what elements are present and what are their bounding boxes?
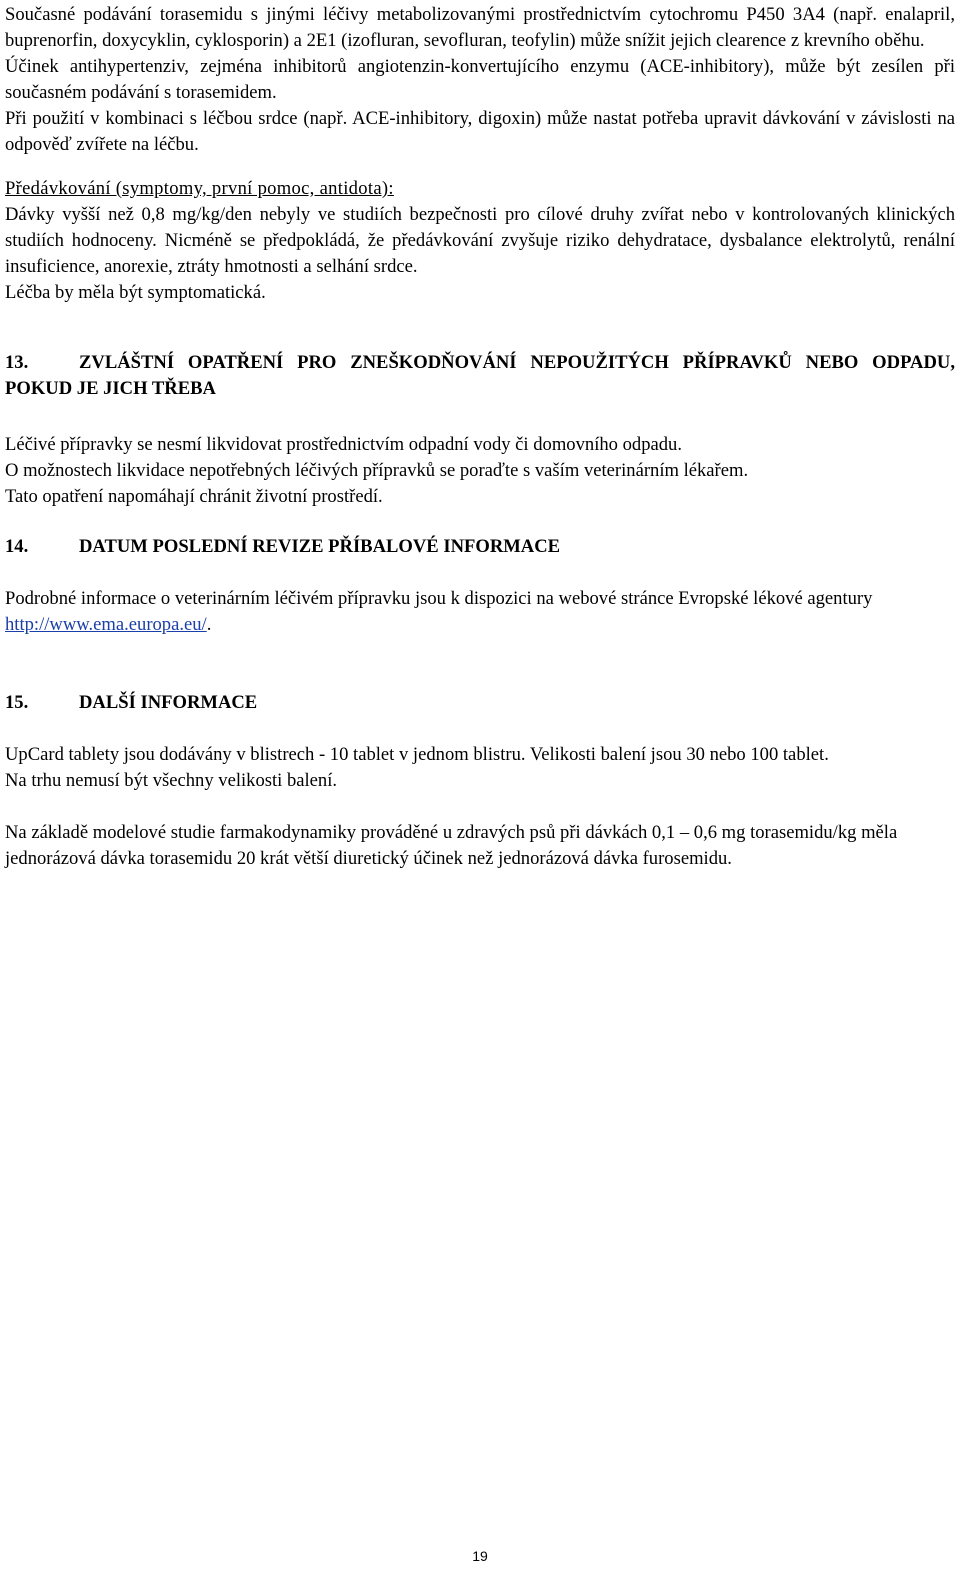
section-15-paragraph-3: Na základě modelové studie farmakodynamiky prováděné u zdravých psů při dávkách 0,1 – 0,6 mg torasemidu/kg měla jednorázová dávka torasemidu 20 krát větší diuretický účinek než jednorázová dávka furosemidu. <box>5 822 898 869</box>
section-14-text: Podrobné informace o veterinárním léčivém přípravku jsou k dispozici na webové stránce Evropské lékové agentury <box>5 588 873 609</box>
interactions-paragraph-3: Při použití v kombinaci s léčbou srdce (např. ACE-inhibitory, digoxin) může nastat potřeba upravit dávkování v závislosti na odpověď zvířete na léčbu. <box>5 108 955 155</box>
overdose-heading-text: Předávkování (symptomy, první pomoc, antidota): <box>5 178 394 199</box>
section-13-paragraph-1: Léčivé přípravky se nesmí likvidovat prostřednictvím odpadní vody či domovního odpadu. <box>5 434 682 455</box>
section-13-title: ZVLÁŠTNÍ OPATŘENÍ PRO ZNEŠKODŇOVÁNÍ NEPOUŽITÝCH PŘÍPRAVKŮ NEBO ODPADU, POKUD JE JICH TŘEBA <box>5 352 955 399</box>
section-15-paragraph-1: UpCard tablety jsou dodávány v blistrech - 10 tablet v jednom blistru. Velikosti balení jsou 30 nebo 100 tablet. <box>5 744 829 765</box>
overdose-paragraph-1: Dávky vyšší než 0,8 mg/kg/den nebyly ve studiích bezpečnosti pro cílové druhy zvířat nebo v kontrolovaných klinických studiích hodnoceny. Nicméně se předpokládá, že předávkování zvyšuje riziko dehydratace, dysbalance elektrolytů, renální insuficience, anorexie, ztráty hmotnosti a selhání srdce. <box>5 204 955 277</box>
section-15-paragraph-2: Na trhu nemusí být všechny velikosti balení. <box>5 770 338 791</box>
ema-website-link[interactable]: http://www.ema.europa.eu/ <box>5 614 207 635</box>
section-13-heading <box>5 350 955 402</box>
section-14-paragraph <box>5 586 955 638</box>
overdose-heading <box>5 176 955 202</box>
interactions-paragraph-1: Současné podávání torasemidu s jinými léčivy metabolizovanými prostřednictvím cytochromu P450 3A4 (např. enalapril, buprenorfin, doxycyklin, cyklosporin) a 2E1 (izofluran, sevofluran, teofylin) může snížit jejich clearence z krevního oběhu. <box>5 4 955 51</box>
section-14-heading <box>5 534 955 560</box>
section-14-text-end: . <box>206 614 212 635</box>
page-number: 19 <box>472 1548 488 1564</box>
section-15-title: DALŠÍ INFORMACE <box>79 692 258 713</box>
section-14-title: DATUM POSLEDNÍ REVIZE PŘÍBALOVÉ INFORMACE <box>79 536 561 557</box>
section-13-number: 13. <box>5 352 29 373</box>
document-page <box>5 0 955 872</box>
section-13-paragraph-3: Tato opatření napomáhají chránit životní prostředí. <box>5 486 383 507</box>
overdose-paragraph-2: Léčba by měla být symptomatická. <box>5 282 266 303</box>
section-13-paragraph-2: O možnostech likvidace nepotřebných léčivých přípravků se poraďte s vaším veterinárním lékařem. <box>5 460 749 481</box>
interactions-paragraph-2: Účinek antihypertenziv, zejména inhibitorů angiotenzin-konvertujícího enzymu (ACE-inhibitory), může být zesílen při současném podávání s torasemidem. <box>5 56 955 103</box>
section-15-heading <box>5 690 955 716</box>
section-14-number: 14. <box>5 536 29 557</box>
section-15-number: 15. <box>5 692 29 713</box>
